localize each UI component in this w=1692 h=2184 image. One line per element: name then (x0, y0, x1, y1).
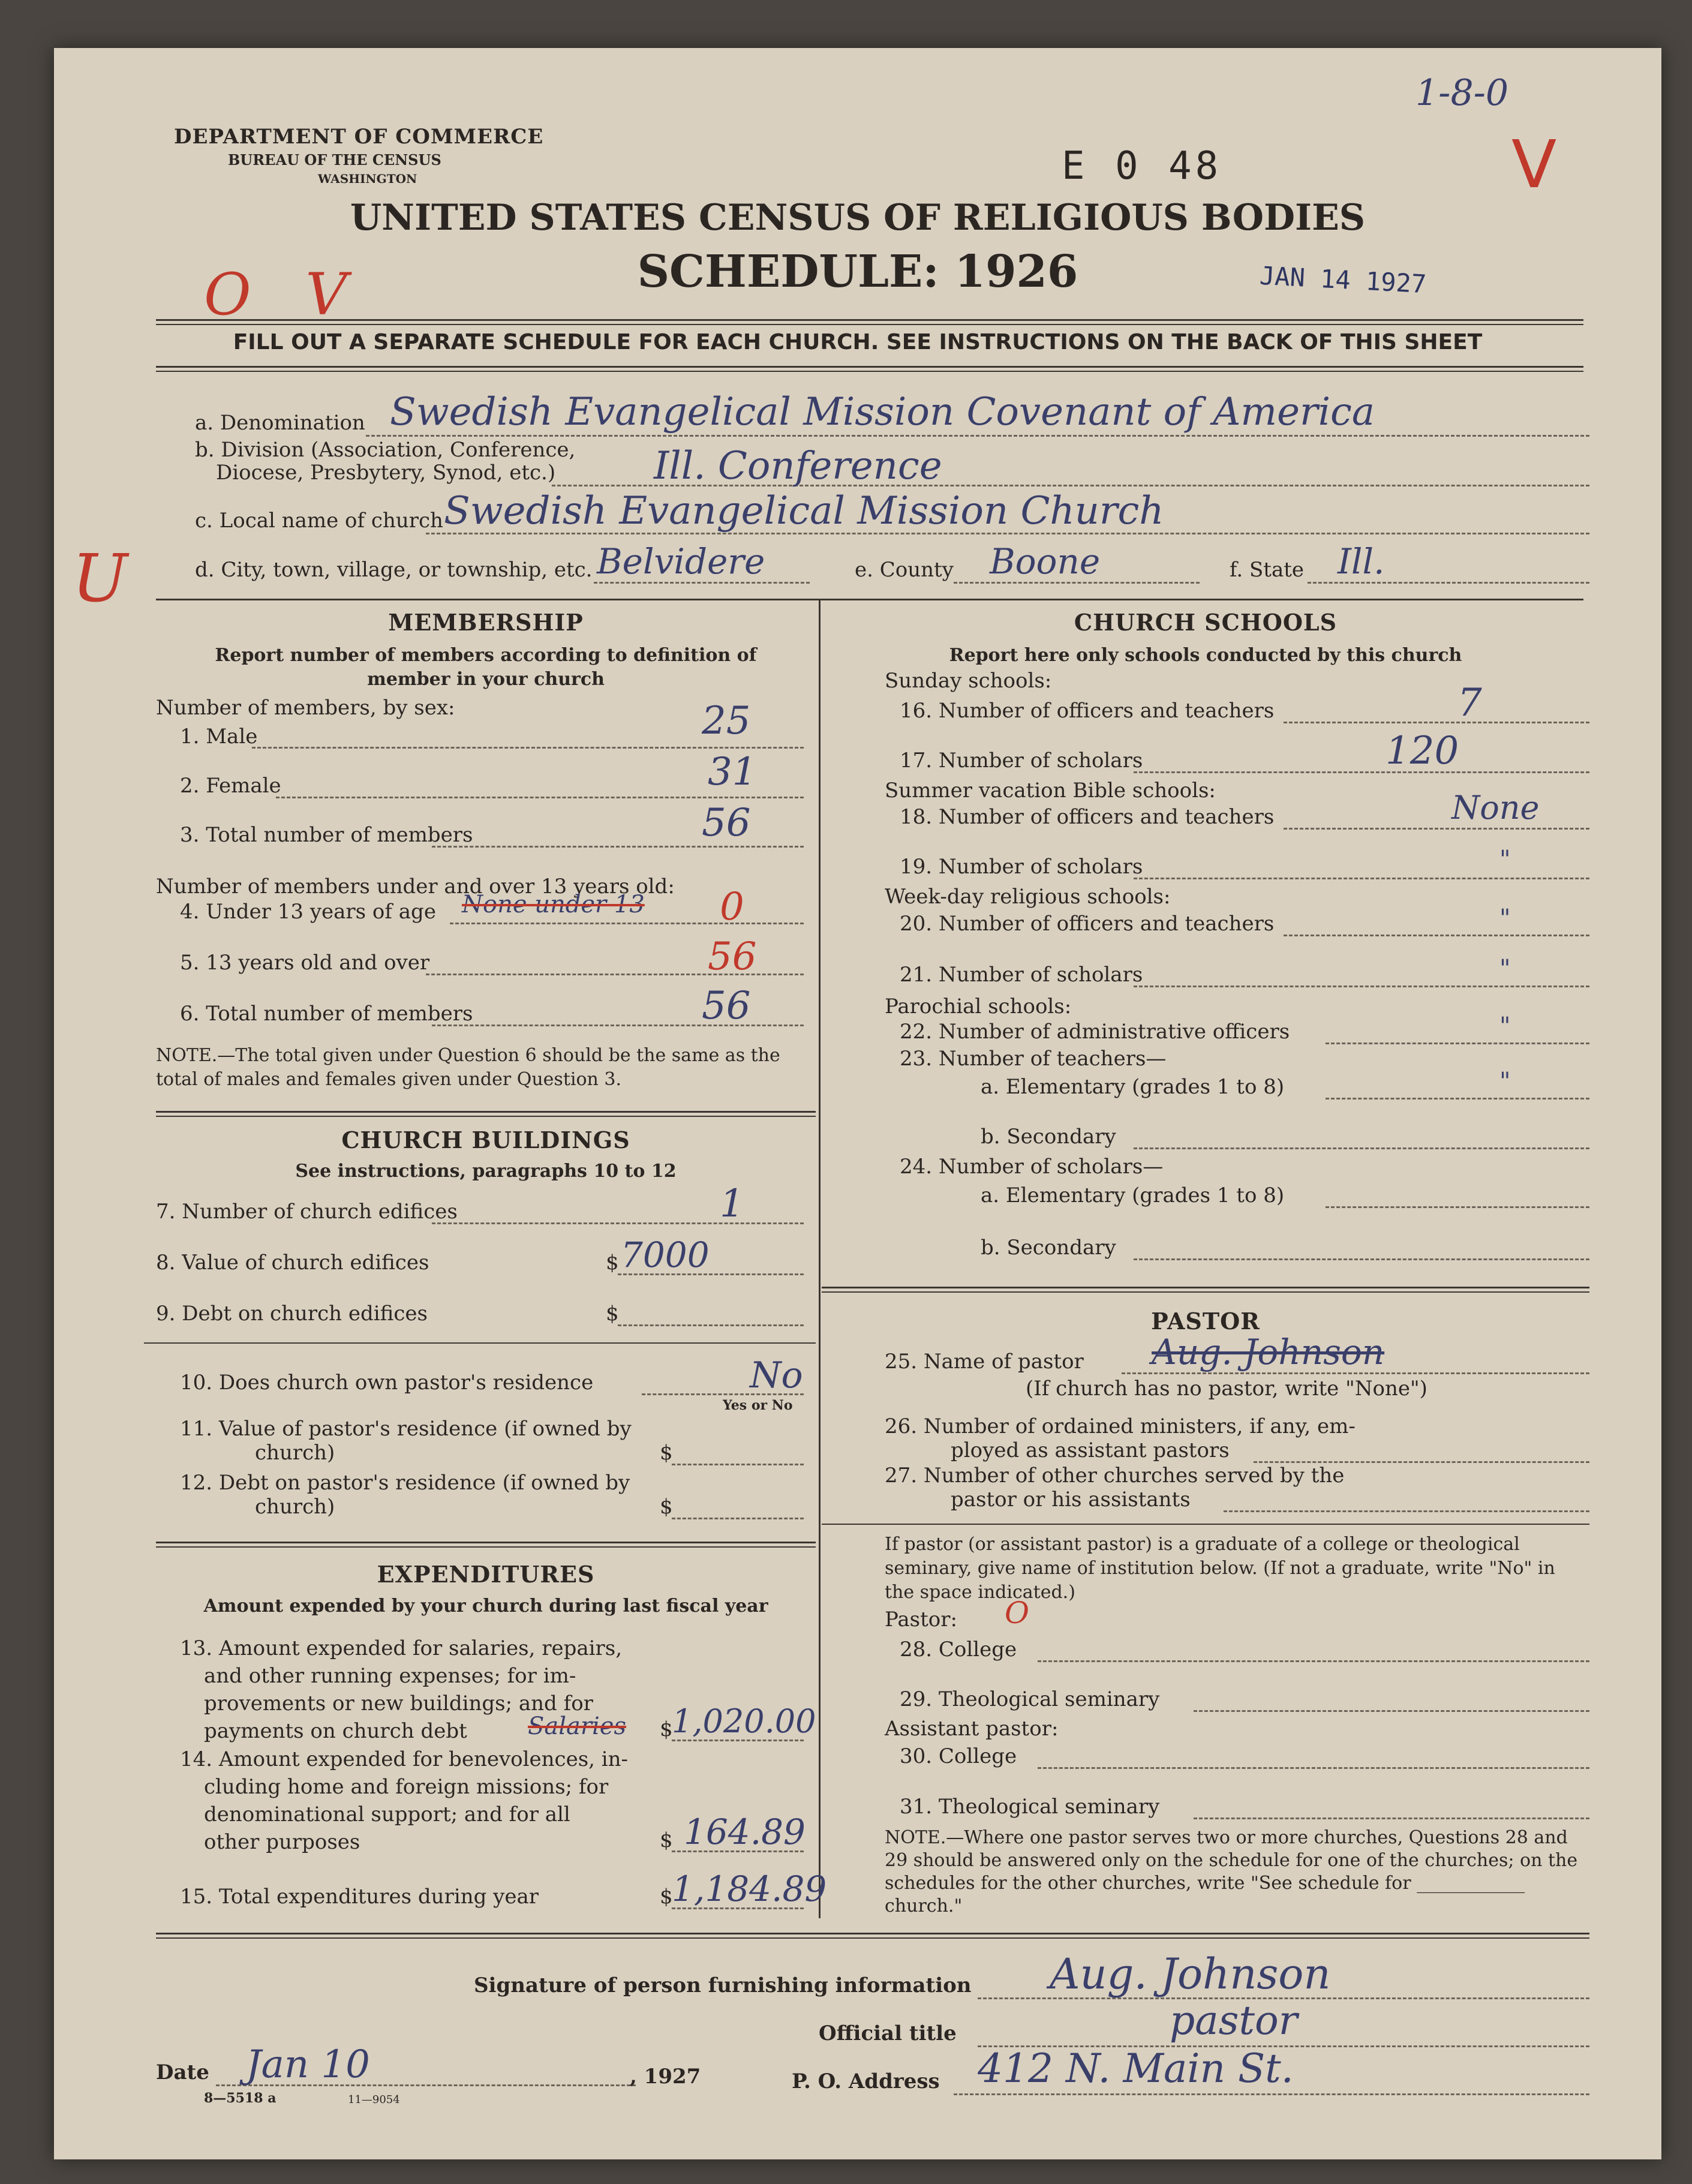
q5-value: 56 (708, 935, 757, 979)
date-value: Jan 10 (246, 2042, 370, 2087)
division-value: Ill. Conference (654, 444, 942, 488)
buildings-heading: CHURCH BUILDINGS (341, 1126, 630, 1153)
state-label: f. State (1230, 558, 1304, 582)
denomination-value: Swedish Evangelical Mission Covenant of America (390, 390, 1375, 434)
corner-note: 1-8-0 (1415, 72, 1509, 114)
q2-label: 2. Female (180, 774, 281, 798)
q22-label: 22. Number of administrative officers (900, 1020, 1290, 1044)
division-label-1: b. Division (Association, Conference, (195, 438, 576, 462)
denomination-label: a. Denomination (195, 411, 365, 435)
serial-number: E 0 48 (1062, 144, 1222, 188)
q26-label-2: ployed as assistant pastors (951, 1438, 1230, 1462)
county-value: Boone (990, 541, 1101, 582)
q6-label: 6. Total number of members (180, 1002, 473, 1026)
signature-value: Aug. Johnson (1050, 1949, 1331, 1999)
q19-value: " (1499, 846, 1511, 873)
q3-label: 3. Total number of members (180, 823, 473, 847)
pastor-note: NOTE.—Where one pastor serves two or more churches, Questions 28 and 29 should be answered only on the schedule for one of the churches; on the schedules for the other churches, write "See schedule for ____________ church." (885, 1827, 1578, 1916)
q2-value: 31 (708, 750, 757, 794)
county-label: e. County (855, 558, 954, 582)
q8-label: 8. Value of church edifices (156, 1251, 429, 1275)
membership-heading: MEMBERSHIP (388, 609, 584, 636)
q15-value: 1,184.89 (672, 1868, 827, 1909)
weekday-schools-label: Week-day religious schools: (885, 885, 1171, 909)
q28-label: 28. College (900, 1638, 1017, 1662)
census-schedule-sheet (54, 48, 1661, 2159)
q29-label: 29. Theological seminary (900, 1687, 1160, 1711)
red-mark-u: U (72, 540, 128, 617)
red-check-mark: V (1511, 126, 1557, 203)
q14-line-2: cluding home and foreign missions; for (204, 1775, 609, 1799)
schedule-title: SCHEDULE: 1926 (637, 246, 1078, 298)
q7-label: 7. Number of church edifices (156, 1200, 458, 1224)
schools-sub: Report here only schools conducted by this church (949, 645, 1462, 666)
pastor-red-mark: O (1005, 1596, 1029, 1630)
city-label: d. City, town, village, or township, etc. (195, 558, 593, 582)
q24a-label: a. Elementary (grades 1 to 8) (981, 1183, 1285, 1207)
q7-value: 1 (720, 1182, 744, 1226)
division-label-2: Diocese, Presbytery, Synod, etc.) (216, 461, 556, 485)
q22-value: " (1499, 1013, 1511, 1040)
q12-dollar: $ (660, 1495, 673, 1519)
q14-dollar: $ (660, 1828, 673, 1852)
q5-label: 5. 13 years old and over (180, 951, 430, 975)
q13-value: 1,020.00 (672, 1702, 816, 1740)
official-title-value: pastor (1170, 1997, 1298, 2044)
q24-label: 24. Number of scholars— (900, 1155, 1164, 1179)
department-name: DEPARTMENT OF COMMERCE (174, 125, 544, 149)
q14-label (180, 1746, 628, 1856)
assistant-pastor-label: Assistant pastor: (885, 1717, 1059, 1741)
q27-label-2: pastor or his assistants (951, 1488, 1191, 1512)
q4-label: 4. Under 13 years of age (180, 900, 436, 924)
separate-schedule-instruction: FILL OUT A SEPARATE SCHEDULE FOR EACH CHURCH. SEE INSTRUCTIONS ON THE BACK OF THIS SHEET (233, 330, 1483, 355)
q20-label: 20. Number of officers and teachers (900, 912, 1275, 936)
q11-label-2: church) (255, 1441, 335, 1465)
q13-line-1: 13. Amount expended for salaries, repairs, (180, 1636, 623, 1660)
q6-value: 56 (702, 984, 751, 1028)
age-intro-label: Number of members under and over 13 years old: (156, 875, 675, 899)
q9-label: 9. Debt on church edifices (156, 1302, 428, 1326)
graduate-instruction: If pastor (or assistant pastor) is a graduate of a college or theological seminary, give name of institution below. (If not a graduate, write "No" in the space indicated.) (885, 1534, 1555, 1603)
city-value: Belvidere (597, 541, 765, 582)
q1-value: 25 (702, 699, 751, 743)
date-label: Date (156, 2060, 209, 2084)
q25-note: (If church has no pastor, write "None") (1026, 1377, 1427, 1401)
q31-label: 31. Theological seminary (900, 1795, 1160, 1819)
membership-note: NOTE.—The total given under Question 6 should be the same as the total of males and females given under Question 3. (156, 1045, 780, 1090)
city-name: WASHINGTON (318, 172, 417, 186)
expenditures-heading: EXPENDITURES (377, 1561, 595, 1588)
pastor-sub-label: Pastor: (885, 1608, 957, 1632)
q18-label: 18. Number of officers and teachers (900, 805, 1275, 829)
q13-struck-text: Salaries (528, 1713, 627, 1740)
q21-label: 21. Number of scholars (900, 963, 1143, 987)
q13-dollar: $ (660, 1717, 673, 1741)
q23a-label: a. Elementary (grades 1 to 8) (981, 1075, 1285, 1099)
q26-label-1: 26. Number of ordained ministers, if any, em- (885, 1414, 1356, 1438)
q24b-label: b. Secondary (981, 1236, 1116, 1260)
q14-line-4: other purposes (204, 1830, 360, 1854)
po-address-value: 412 N. Main St. (978, 2045, 1294, 2092)
date-year: , 1927 (630, 2065, 701, 2089)
po-address-label: P. O. Address (792, 2069, 940, 2093)
q21-value: " (1499, 955, 1511, 983)
membership-sub-1: Report number of members according to definition of (215, 645, 757, 666)
q30-label: 30. College (900, 1744, 1017, 1768)
schools-heading: CHURCH SCHOOLS (1074, 609, 1338, 636)
q3-value: 56 (702, 801, 751, 845)
state-value: Ill. (1338, 541, 1385, 582)
q13-line-4: payments on church debt (204, 1719, 467, 1743)
q25-value: Aug. Johnson (1152, 1332, 1385, 1372)
q18-value: None (1451, 789, 1540, 827)
q8-dollar: $ (606, 1251, 619, 1275)
q13-line-2: and other running expenses; for im- (204, 1664, 576, 1688)
q4-value: 0 (720, 885, 744, 929)
form-title: UNITED STATES CENSUS OF RELIGIOUS BODIES (350, 197, 1366, 239)
received-date-stamp: JAN 14 1927 (1258, 260, 1427, 299)
pastor-heading: PASTOR (1151, 1308, 1260, 1335)
local-name-value: Swedish Evangelical Mission Church (444, 489, 1164, 533)
local-name-label: c. Local name of church (195, 509, 443, 533)
q12-label-2: church) (255, 1495, 335, 1519)
official-title-label: Official title (819, 2021, 957, 2045)
q20-value: " (1499, 905, 1511, 932)
buildings-sub: See instructions, paragraphs 10 to 12 (295, 1161, 677, 1182)
signature-label: Signature of person furnishing information (474, 1973, 972, 1997)
membership-sub-2: member in your church (367, 669, 605, 690)
summer-schools-label: Summer vacation Bible schools: (885, 779, 1216, 803)
members-by-sex-label: Number of members, by sex: (156, 696, 455, 720)
expenditures-sub: Amount expended by your church during last fiscal year (203, 1596, 768, 1617)
q23-label: 23. Number of teachers— (900, 1047, 1167, 1071)
q14-line-3: denominational support; and for all (204, 1803, 570, 1826)
q4-struck-text: None under 13 (462, 891, 645, 918)
q17-value: 120 (1386, 729, 1459, 773)
q27-label-1: 27. Number of other churches served by the (885, 1464, 1345, 1488)
parochial-schools-label: Parochial schools: (885, 995, 1072, 1019)
q25-label: 25. Name of pastor (885, 1350, 1084, 1374)
q16-value: 7 (1457, 681, 1482, 725)
q15-label: 15. Total expenditures during year (180, 1885, 539, 1909)
q12-label-1: 12. Debt on pastor's residence (if owned by (180, 1471, 630, 1495)
q9-dollar: $ (606, 1302, 619, 1326)
q17-label: 17. Number of scholars (900, 749, 1143, 773)
q10-value: No (750, 1354, 803, 1396)
q19-label: 19. Number of scholars (900, 855, 1143, 879)
q1-label: 1. Male (180, 725, 258, 749)
q11-dollar: $ (660, 1441, 673, 1465)
q11-label-1: 11. Value of pastor's residence (if owned by (180, 1417, 632, 1441)
yes-no-caption: Yes or No (723, 1398, 793, 1413)
sunday-schools-label: Sunday schools: (885, 669, 1052, 693)
red-marks-left: O V (204, 261, 365, 328)
q13-line-3: provements or new buildings; and for (204, 1692, 593, 1716)
q16-label: 16. Number of officers and teachers (900, 699, 1275, 723)
q23b-label: b. Secondary (981, 1125, 1116, 1149)
q15-dollar: $ (660, 1885, 673, 1909)
q8-value: 7000 (621, 1234, 710, 1275)
print-number: 11—9054 (348, 2093, 400, 2106)
q14-line-1: 14. Amount expended for benevolences, in- (180, 1747, 629, 1771)
q14-value: 164.89 (684, 1812, 806, 1852)
q10-label: 10. Does church own pastor's residence (180, 1371, 594, 1395)
bureau-name: BUREAU OF THE CENSUS (228, 151, 441, 169)
q23a-value: " (1499, 1068, 1511, 1095)
form-number: 8—5518 a (204, 2090, 277, 2106)
